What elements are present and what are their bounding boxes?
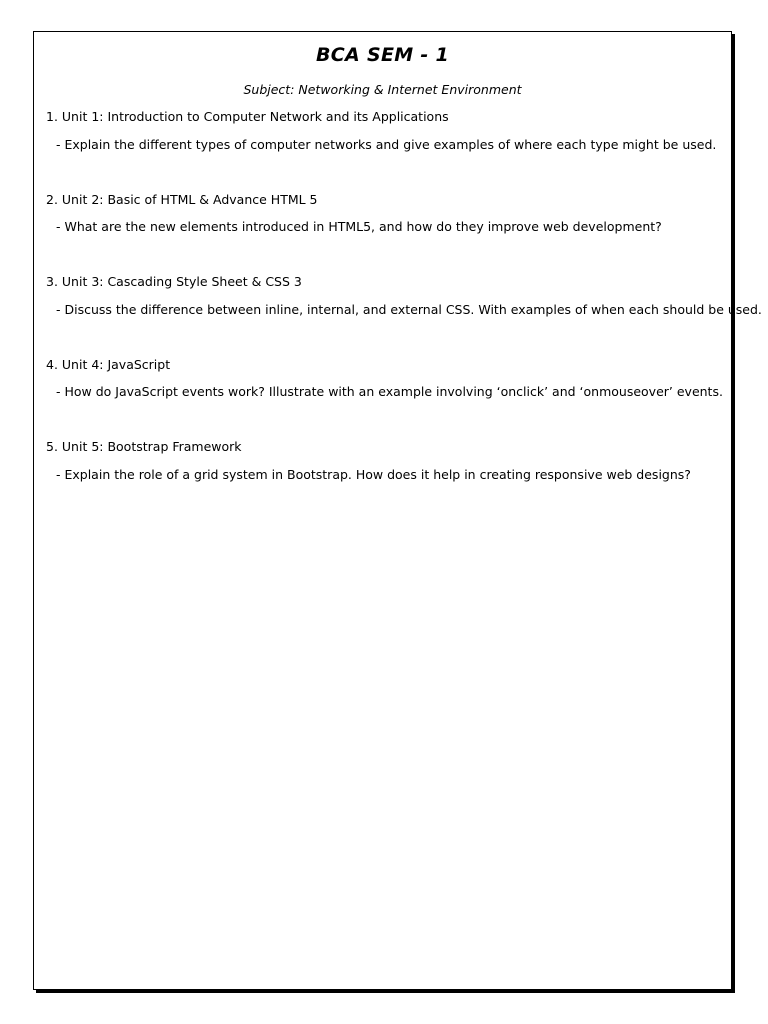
unit-item-3 <box>46 273 762 356</box>
unit-item-4 <box>46 356 726 439</box>
unit-question: - How do JavaScript events work? Illustrate with an example involving ‘onclick’ and ‘onmouseover’ events. <box>56 384 723 399</box>
unit-item-5 <box>46 438 726 521</box>
unit-list <box>46 108 762 521</box>
unit-item-1 <box>46 108 726 191</box>
unit-question: - Discuss the difference between inline, internal, and external CSS. With examples of when each should be used. <box>56 301 762 317</box>
unit-heading: 2. Unit 2: Basic of HTML & Advance HTML 5 <box>46 191 318 207</box>
unit-question: - Explain the different types of computer networks and give examples of where each type might be used. <box>56 136 717 152</box>
unit-question: - What are the new elements introduced in HTML5, and how do they improve web development? <box>56 219 662 234</box>
unit-heading: 1. Unit 1: Introduction to Computer Network and its Applications <box>46 109 449 124</box>
page-title: BCA SEM - 1 <box>316 44 449 66</box>
unit-heading: 5. Unit 5: Bootstrap Framework <box>46 439 242 454</box>
unit-heading: 4. Unit 4: JavaScript <box>46 356 171 372</box>
unit-question: - Explain the role of a grid system in Bootstrap. How does it help in creating responsive web designs? <box>56 466 691 482</box>
unit-heading: 3. Unit 3: Cascading Style Sheet & CSS 3 <box>46 274 302 289</box>
subject-line: Subject: Networking & Internet Environment <box>243 82 522 97</box>
unit-item-2 <box>46 191 726 274</box>
document-page <box>33 31 762 990</box>
